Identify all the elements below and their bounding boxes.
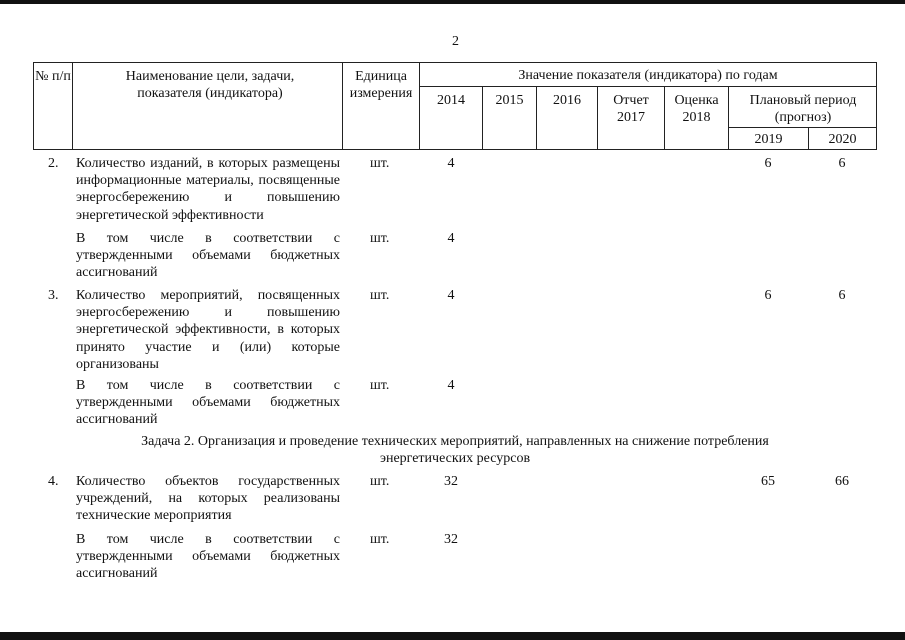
row-name: Количество объектов государственных учреждений, на которых реализованы технические мероприятия <box>76 474 340 524</box>
header-bottom-line <box>33 149 876 150</box>
row-name: Количество мероприятий, посвященных энергосбережению и повышению энергетической эффективности, в которых принято участие и (или) которые организованы <box>76 288 340 372</box>
row-name: В том числе в соответствии с утвержденными объемами бюджетных ассигнований <box>76 378 340 428</box>
header-top-line <box>33 62 876 63</box>
header-planned-period: Плановый период (прогноз) <box>749 93 857 125</box>
header-mid-line <box>419 86 876 87</box>
row-unit: шт. <box>370 378 390 393</box>
header-year-2015: 2015 <box>495 93 524 108</box>
row-unit: шт. <box>370 532 390 547</box>
row-value-2014: 4 <box>447 288 455 303</box>
task-2-heading: Задача 2. Организация и проведение технических мероприятий, направленных на снижение потребления энергетических ресурсов <box>141 434 769 466</box>
header-year-2020: 2020 <box>828 132 857 147</box>
row-unit: шт. <box>370 474 390 489</box>
vline-report <box>664 86 665 150</box>
row-name: В том числе в соответствии с утвержденными объемами бюджетных ассигнований <box>76 532 340 582</box>
row-number: 3. <box>48 288 59 303</box>
row-value-2019: 6 <box>764 288 772 303</box>
row-unit: шт. <box>370 231 390 246</box>
header-col-name: Наименование цели, задачи, показателя (индикатора) <box>125 69 295 101</box>
row-value-2014: 32 <box>444 532 458 547</box>
row-value-2019: 6 <box>764 156 772 171</box>
top-border-line <box>0 0 905 4</box>
header-col-no: № п/п <box>35 69 71 84</box>
row-value-2014: 32 <box>444 474 458 489</box>
header-year-2019: 2019 <box>754 132 783 147</box>
vline-2016 <box>597 86 598 150</box>
row-value-2020: 6 <box>838 288 846 303</box>
header-year-2016: 2016 <box>553 93 581 108</box>
header-col-values: Значение показателя (индикатора) по годам <box>518 68 778 83</box>
header-plan-line <box>728 127 876 128</box>
row-value-2014: 4 <box>447 378 455 393</box>
vline-right <box>876 62 877 150</box>
row-name: Количество изданий, в которых размещены информационные материалы, посвященные энергосбережению и повышению энергетической эффективности <box>76 156 340 223</box>
row-unit: шт. <box>370 288 390 303</box>
row-number: 4. <box>48 474 59 489</box>
row-number: 2. <box>48 156 59 171</box>
header-report-2017: Отчет 2017 <box>613 93 649 125</box>
row-value-2014: 4 <box>447 231 455 246</box>
row-unit: шт. <box>370 156 390 171</box>
row-value-2020: 66 <box>835 474 849 489</box>
row-name: В том числе в соответствии с утвержденными объемами бюджетных ассигнований <box>76 231 340 281</box>
row-value-2019: 65 <box>761 474 775 489</box>
header-col-unit: Единица измерения <box>349 69 413 101</box>
page-number: 2 <box>452 34 459 49</box>
bottom-border-line <box>0 632 905 640</box>
header-estimate-2018: Оценка 2018 <box>674 93 719 125</box>
row-value-2014: 4 <box>447 156 455 171</box>
row-value-2020: 6 <box>838 156 846 171</box>
vline-no <box>72 62 73 150</box>
header-year-2014: 2014 <box>437 93 465 108</box>
